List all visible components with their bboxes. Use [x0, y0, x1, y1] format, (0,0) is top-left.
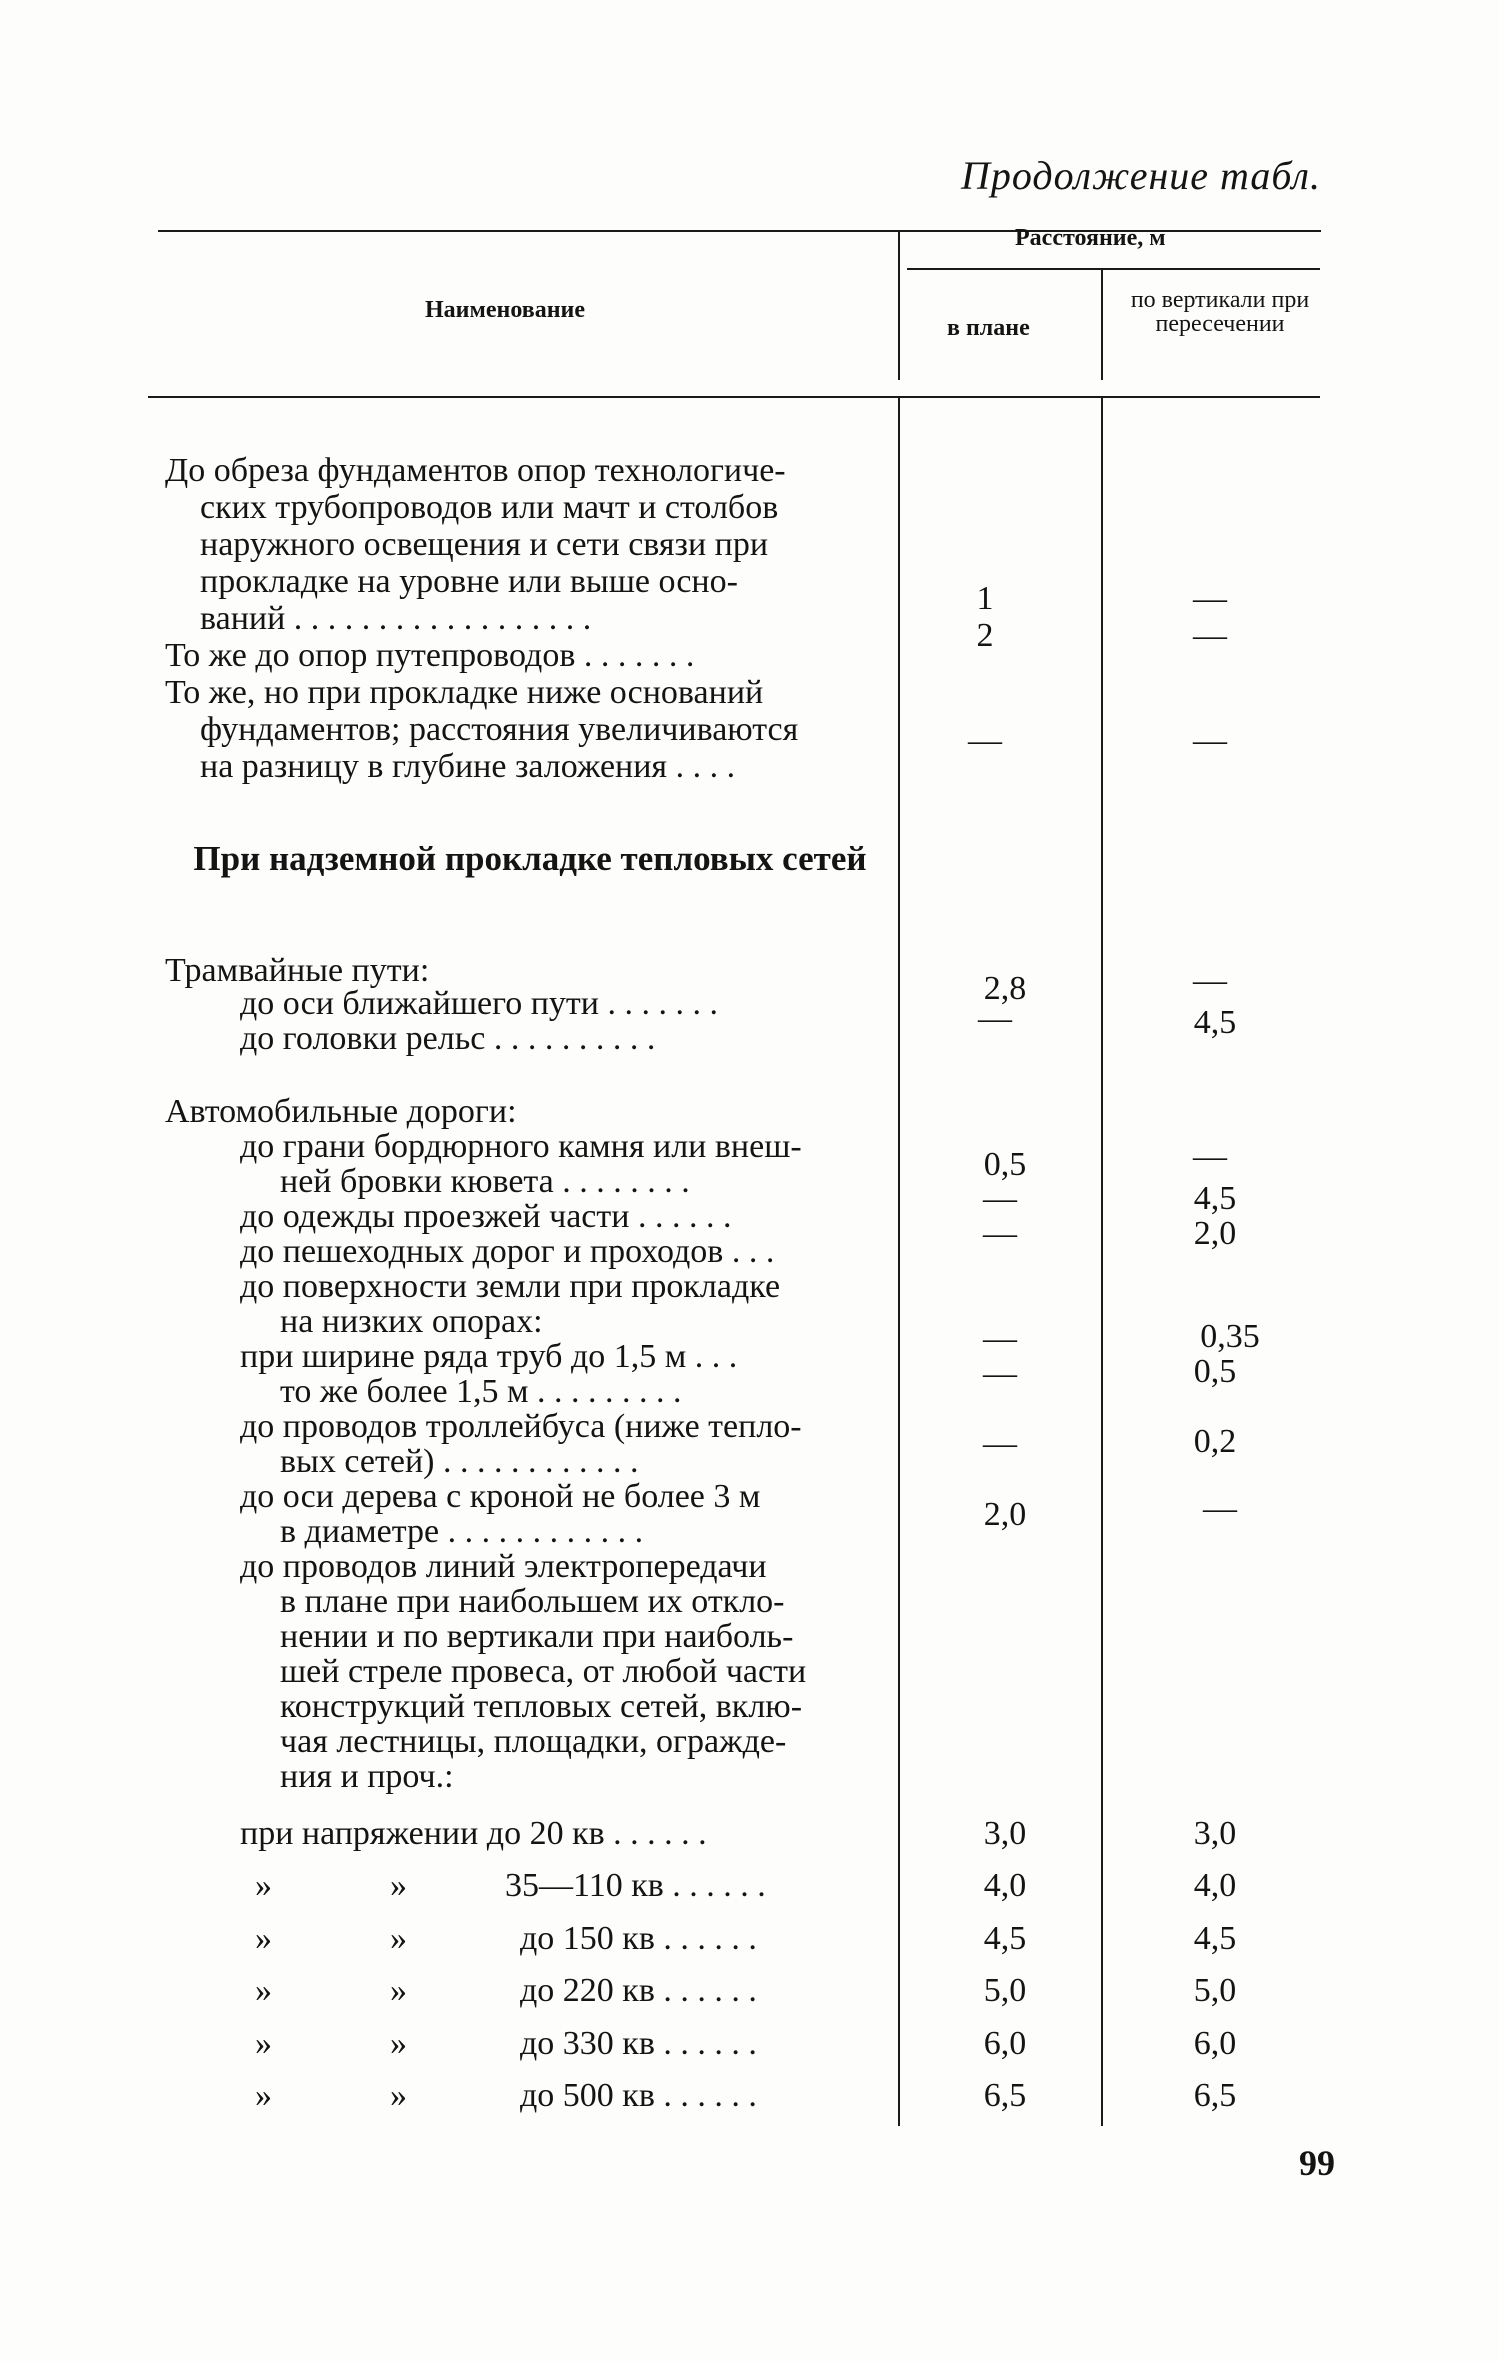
- auto-line-15: нении и по вертикали при наиболь-: [280, 1618, 794, 1655]
- voltage-row-150-ditto1: »: [255, 1920, 272, 1957]
- voltage-row-110-plan: 4,0: [983, 1867, 1027, 1904]
- overpass-plan-value: 2: [976, 617, 994, 654]
- m15-plan: —: [983, 1355, 1017, 1392]
- voltage-row-150: до 150 кв . . . . . .: [520, 1920, 757, 1957]
- lower-vert-value: —: [1193, 722, 1227, 759]
- voltage-row-330-ditto2: »: [390, 2025, 407, 2062]
- row-lower-2: фундаментов; расстояния увеличиваются: [200, 711, 799, 748]
- voltage-row-20-plan: 3,0: [983, 1815, 1027, 1852]
- trolley-vert: 0,2: [1193, 1423, 1237, 1460]
- voltage-row-110-vert: 4,0: [1193, 1867, 1237, 1904]
- m15-vert: 0,5: [1193, 1353, 1237, 1390]
- voltage-row-330-plan: 6,0: [983, 2025, 1027, 2062]
- w15-plan: —: [983, 1320, 1017, 1357]
- voltage-row-220-ditto1: »: [255, 1972, 272, 2009]
- road-vert: 4,5: [1193, 1180, 1237, 1217]
- auto-line-11: до оси дерева с кроной не более 3 м: [240, 1478, 761, 1515]
- row-foundation-1: До обреза фундаментов опор технологиче-: [165, 452, 786, 489]
- tram-rail-plan: —: [978, 1000, 1012, 1037]
- voltage-row-500-ditto2: »: [390, 2077, 407, 2114]
- voltage-row-220-vert: 5,0: [1193, 1972, 1237, 2009]
- walk-vert: 2,0: [1193, 1215, 1237, 1252]
- distance-column-header: Расстояние, м: [1015, 225, 1166, 251]
- section-title: При надземной прокладке тепловых сетей: [193, 839, 867, 878]
- tram-rail-head: до головки рельс . . . . . . . . . .: [240, 1020, 656, 1057]
- auto-line-6: на низких опорах:: [280, 1303, 543, 1340]
- auto-line-8: то же более 1,5 м . . . . . . . . .: [280, 1373, 682, 1410]
- auto-line-18: чая лестницы, площадки, огражде-: [280, 1723, 787, 1760]
- voltage-row-20: при напряжении до 20 кв . . . . . .: [240, 1815, 707, 1852]
- w15-vert: 0,35: [1200, 1318, 1260, 1355]
- voltage-row-330-ditto1: »: [255, 2025, 272, 2062]
- auto-line-9: до проводов троллейбуса (ниже тепло-: [240, 1408, 802, 1445]
- page-number: 99: [1299, 2143, 1335, 2183]
- row-foundation-5: ваний . . . . . . . . . . . . . . . . . .: [200, 600, 592, 637]
- name-column-header: Наименование: [425, 297, 585, 323]
- voltage-row-110-ditto1: »: [255, 1867, 272, 1904]
- body-col-divider-1: [898, 398, 900, 2126]
- walk-plan: —: [983, 1215, 1017, 1252]
- auto-title: Автомобильные дороги:: [165, 1093, 517, 1130]
- kerb-vert: —: [1193, 1138, 1227, 1175]
- voltage-row-20-vert: 3,0: [1193, 1815, 1237, 1852]
- voltage-row-500-plan: 6,5: [983, 2077, 1027, 2114]
- auto-line-17: конструкций тепловых сетей, вклю-: [280, 1688, 803, 1725]
- row-lower-1: То же, но при прокладке ниже оснований: [165, 674, 764, 711]
- auto-line-3: до одежды проезжей части . . . . . .: [240, 1198, 732, 1235]
- voltage-row-220-ditto2: »: [390, 1972, 407, 2009]
- kerb-plan: 0,5: [983, 1146, 1027, 1183]
- header-col-divider-2: [1101, 270, 1103, 380]
- row-foundation-4: прокладке на уровне или выше осно-: [200, 563, 738, 600]
- tram-title: Трамвайные пути:: [165, 952, 430, 989]
- tram-axis-plan: 2,8: [983, 970, 1027, 1007]
- voltage-row-150-plan: 4,5: [983, 1920, 1027, 1957]
- tree-vert: —: [1203, 1490, 1237, 1527]
- tram-axis-vert: —: [1193, 962, 1227, 999]
- body-col-divider-2: [1101, 398, 1103, 2126]
- auto-line-16: шей стреле провеса, от любой части: [280, 1653, 807, 1690]
- voltage-row-500-vert: 6,5: [1193, 2077, 1237, 2114]
- header-bottom-rule: [148, 396, 1320, 398]
- foundation-plan-value: 1: [976, 580, 994, 617]
- voltage-row-220-plan: 5,0: [983, 1972, 1027, 2009]
- auto-line-5: до поверхности земли при прокладке: [240, 1268, 781, 1305]
- plan-column-header: в плане: [947, 315, 1030, 341]
- auto-line-1: до грани бордюрного камня или внеш-: [240, 1128, 802, 1165]
- road-plan: —: [983, 1180, 1017, 1217]
- voltage-row-110: 35—110 кв . . . . . .: [505, 1867, 766, 1904]
- voltage-row-500-ditto1: »: [255, 2077, 272, 2114]
- trolley-plan: —: [983, 1425, 1017, 1462]
- tree-plan: 2,0: [983, 1496, 1027, 1533]
- voltage-row-150-ditto2: »: [390, 1920, 407, 1957]
- voltage-row-330-vert: 6,0: [1193, 2025, 1237, 2062]
- lower-plan-value: —: [968, 722, 1002, 759]
- voltage-row-330: до 330 кв . . . . . .: [520, 2025, 757, 2062]
- auto-line-10: вых сетей) . . . . . . . . . . . .: [280, 1443, 639, 1480]
- auto-line-2: ней бровки кювета . . . . . . . .: [280, 1163, 690, 1200]
- voltage-row-500: до 500 кв . . . . . .: [520, 2077, 757, 2114]
- overpass-vert-value: —: [1193, 617, 1227, 654]
- auto-line-14: в плане при наибольшем их откло-: [280, 1583, 785, 1620]
- tram-rail-vert: 4,5: [1193, 1004, 1237, 1041]
- auto-line-13: до проводов линий электропередачи: [240, 1548, 767, 1585]
- auto-line-19: ния и проч.:: [280, 1758, 454, 1795]
- auto-line-7: при ширине ряда труб до 1,5 м . . .: [240, 1338, 738, 1375]
- tram-axis: до оси ближайшего пути . . . . . . .: [240, 985, 718, 1022]
- foundation-vert-value: —: [1193, 580, 1227, 617]
- row-overpass: То же до опор путепроводов . . . . . . .: [165, 637, 695, 674]
- vertical-column-header: по вертикали при пересечении: [1130, 287, 1310, 337]
- auto-line-12: в диаметре . . . . . . . . . . . .: [280, 1513, 644, 1550]
- header-col-divider-1: [898, 230, 900, 380]
- voltage-row-220: до 220 кв . . . . . .: [520, 1972, 757, 2009]
- row-foundation-2: ских трубопроводов или мачт и столбов: [200, 489, 779, 526]
- auto-line-4: до пешеходных дорог и проходов . . .: [240, 1233, 775, 1270]
- row-foundation-3: наружного освещения и сети связи при: [200, 526, 769, 563]
- voltage-row-110-ditto2: »: [390, 1867, 407, 1904]
- row-lower-3: на разницу в глубине заложения . . . .: [200, 748, 736, 785]
- subheader-rule: [907, 268, 1320, 270]
- continuation-label: Продолжение табл.: [960, 153, 1321, 198]
- voltage-row-150-vert: 4,5: [1193, 1920, 1237, 1957]
